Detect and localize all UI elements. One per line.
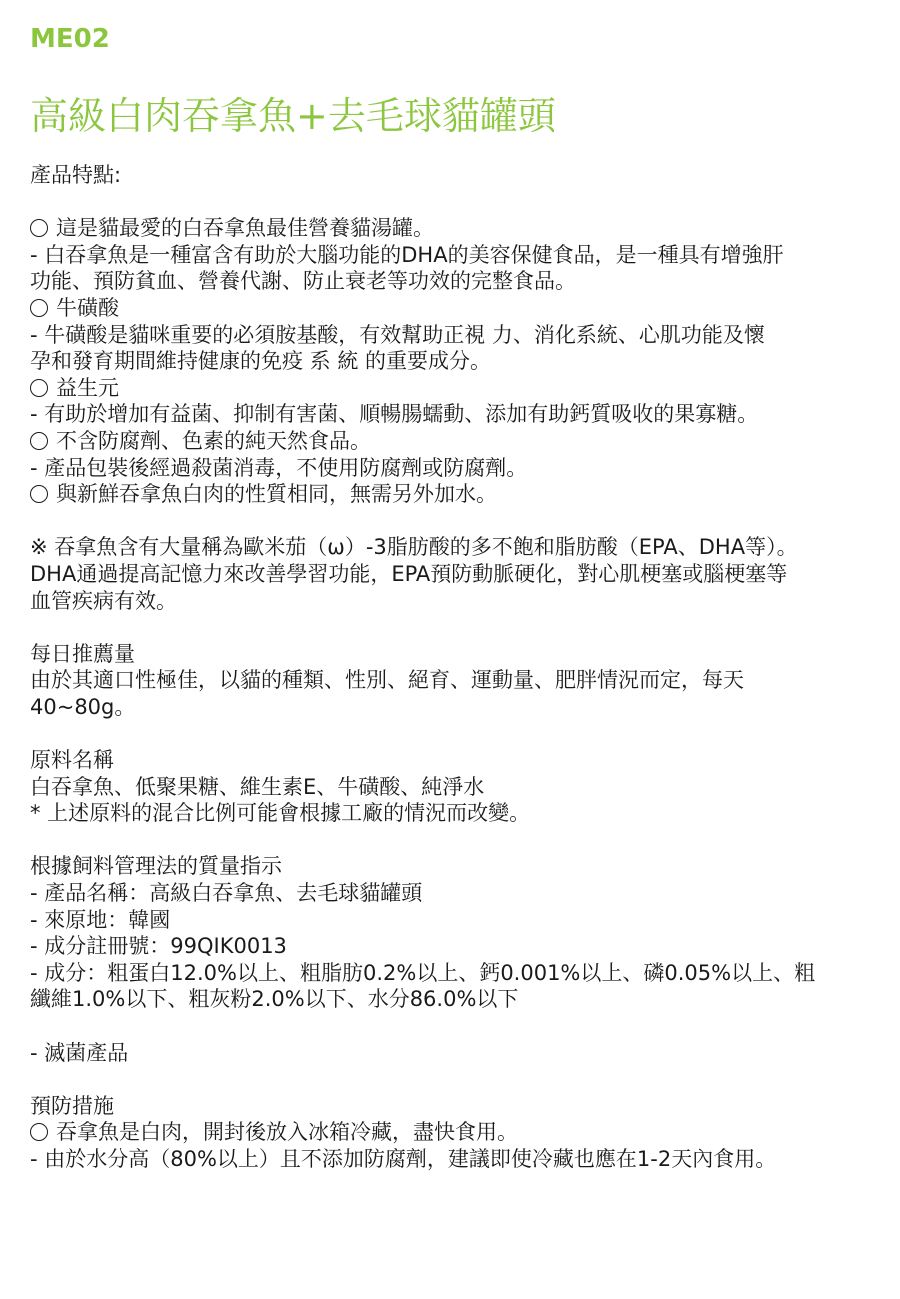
sterilized-line: - 滅菌產品 <box>30 1040 129 1065</box>
circle-bullet-icon <box>30 1123 48 1141</box>
product-code: ME02 <box>30 24 110 54</box>
note-line: DHA通過提高記憶力來改善學習功能，EPA預防動脈硬化，對心肌梗塞或腦梗塞等 <box>30 561 788 586</box>
feature-line: - 有助於增加有益菌、抑制有害菌、順暢腸蠕動、添加有助鈣質吸收的果寡糖。 <box>30 402 759 427</box>
daily-heading: 每日推薦量 <box>30 641 135 666</box>
daily-line: 40~80g。 <box>30 694 136 719</box>
quality-heading: 根據飼料管理法的質量指示 <box>30 854 282 879</box>
feature-line: 不含防腐劑、色素的純天然食品。 <box>30 428 880 455</box>
circle-bullet-icon <box>30 432 48 450</box>
ingredients-line: * 上述原料的混合比例可能會根據工廠的情況而改變。 <box>30 801 531 826</box>
feature-line: - 牛磺酸是貓咪重要的必須胺基酸，有效幫助正視 力、消化系統、心肌功能及懷 <box>30 322 765 347</box>
feature-line: 牛磺酸 <box>30 295 880 322</box>
circle-bullet-icon <box>30 379 48 397</box>
circle-bullet-icon <box>30 219 48 237</box>
feature-line: 功能、預防貧血、營養代謝、防止衰老等功效的完整食品。 <box>30 269 576 294</box>
features-heading: 產品特點: <box>30 163 122 187</box>
note-line: 血管疾病有效。 <box>30 588 177 613</box>
ingredients-line: 白吞拿魚、低聚果糖、維生素E、牛磺酸、純淨水 <box>30 774 485 799</box>
feature-line: 益生元 <box>30 375 880 402</box>
quality-line: - 產品名稱：高級白吞拿魚、去毛球貓罐頭 <box>30 881 423 906</box>
product-title: 高級白肉吞拿魚+去毛球貓罐頭 <box>30 94 556 138</box>
circle-bullet-icon <box>30 299 48 317</box>
circle-bullet-icon <box>30 485 48 503</box>
ingredients-heading: 原料名稱 <box>30 748 114 773</box>
quality-line: - 來原地：韓國 <box>30 907 171 932</box>
feature-line: - 產品包裝後經過殺菌消毒，不使用防腐劑或防腐劑。 <box>30 455 528 480</box>
precaution-line: 吞拿魚是白肉，開封後放入冰箱冷藏，盡快食用。 <box>30 1119 880 1146</box>
precaution-line: - 由於水分高（80%以上）且不添加防腐劑，建議即使冷藏也應在1-2天內食用。 <box>30 1146 777 1171</box>
quality-line: - 成分：粗蛋白12.0%以上、粗脂肪0.2%以上、鈣0.001%以上、磷0.05%以上、粗 <box>30 960 816 985</box>
daily-line: 由於其適口性極佳，以貓的種類、性別、絕育、運動量、肥胖情況而定，每天 <box>30 668 744 693</box>
feature-line: - 白吞拿魚是一種富含有助於大腦功能的DHA的美容保健食品，是一種具有增強肝 <box>30 242 784 267</box>
quality-line: 纖維1.0%以下、粗灰粉2.0%以下、水分86.0%以下 <box>30 987 519 1012</box>
feature-line: 這是貓最愛的白吞拿魚最佳營養貓湯罐。 <box>30 215 880 242</box>
feature-line: 孕和發育期間維持健康的免疫 系 統 的重要成分。 <box>30 349 492 374</box>
feature-line: 與新鮮吞拿魚白肉的性質相同，無需另外加水。 <box>30 481 880 508</box>
quality-line: - 成分註冊號：99QIK0013 <box>30 934 287 959</box>
precautions-heading: 預防措施 <box>30 1093 114 1118</box>
note-line: ※ 吞拿魚含有大量稱為歐米茄（ω）-3脂肪酸的多不飽和脂肪酸（EPA、DHA等）。 <box>30 535 798 560</box>
product-description <box>30 162 880 1173</box>
